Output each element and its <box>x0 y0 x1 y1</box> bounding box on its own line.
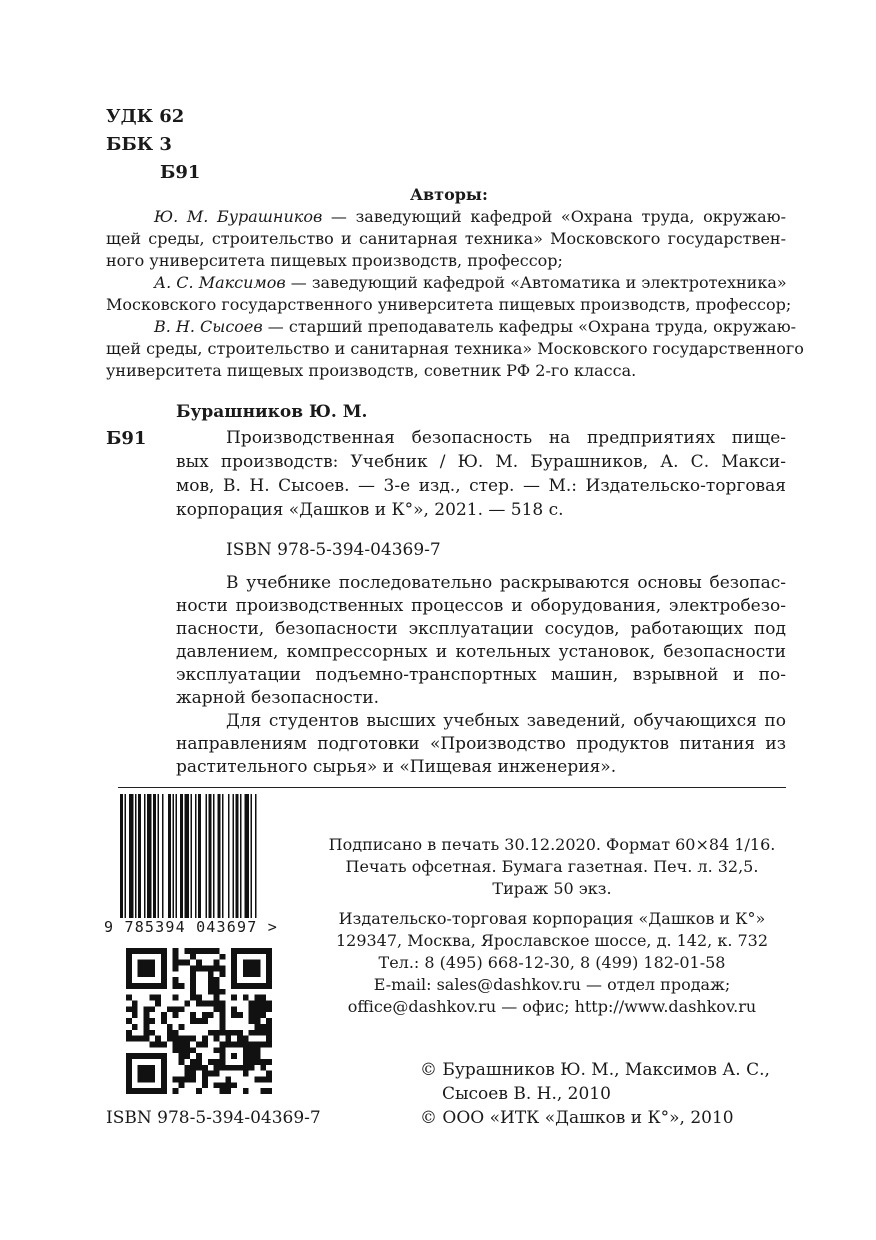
qr-module <box>208 1001 214 1007</box>
qr-module <box>167 1030 173 1036</box>
qr-module <box>249 1030 255 1036</box>
qr-module <box>266 1036 272 1042</box>
qr-module <box>254 995 260 1001</box>
barcode-bar <box>233 794 235 918</box>
annotation <box>176 572 786 779</box>
qr-module <box>214 1071 220 1077</box>
publisher-phone: Тел.: 8 (495) 668-12-30, 8 (499) 182-01-58 <box>378 953 726 972</box>
qr-module <box>254 1012 260 1018</box>
qr-module <box>214 1059 220 1065</box>
qr-module <box>149 1006 155 1012</box>
copyright-block <box>420 1058 790 1130</box>
qr-module <box>266 1059 272 1065</box>
qr-module <box>266 1006 272 1012</box>
qr-module <box>144 1012 150 1018</box>
qr-module <box>132 1006 138 1012</box>
barcode-bar <box>144 794 146 918</box>
qr-module <box>173 966 179 972</box>
publisher-name: Издательско-торговая корпорация «Дашков и К°» <box>338 909 766 928</box>
qr-module <box>202 1018 208 1024</box>
author-1-line-3: ного университета пищевых производств, профессор; <box>106 251 563 270</box>
author-2-line-2: Московского государственного университета пищевых производств, профессор; <box>106 295 792 314</box>
qr-module <box>144 1030 150 1036</box>
qr-finder-inner <box>138 960 156 978</box>
qr-module <box>214 960 220 966</box>
qr-module <box>219 971 225 977</box>
qr-module <box>260 995 266 1001</box>
qr-module <box>144 1006 150 1012</box>
qr-module <box>173 954 179 960</box>
qr-module <box>179 1006 185 1012</box>
barcode-bar <box>135 794 137 918</box>
authors-heading: Авторы: <box>410 185 488 204</box>
qr-module <box>249 1018 255 1024</box>
qr-module <box>219 1012 225 1018</box>
publisher-web: office@dashkov.ru — офис; http://www.dashkov.ru <box>347 997 757 1016</box>
qr-module <box>179 1076 185 1082</box>
qr-module <box>202 1012 208 1018</box>
barcode-bar <box>125 794 127 918</box>
qr-module <box>167 1024 173 1030</box>
qr-module <box>266 1071 272 1077</box>
qr-module <box>126 1036 132 1042</box>
qr-module <box>184 948 190 954</box>
qr-module <box>184 1041 190 1047</box>
qr-module <box>208 1012 214 1018</box>
qr-module <box>266 1076 272 1082</box>
barcode-bar <box>206 794 208 918</box>
qr-module <box>179 1053 185 1059</box>
qr-module <box>254 1047 260 1053</box>
qr-module <box>260 1030 266 1036</box>
qr-module <box>179 1082 185 1088</box>
qr-module <box>254 1030 260 1036</box>
qr-module <box>214 983 220 989</box>
barcode-bar <box>176 794 178 918</box>
qr-module <box>196 966 202 972</box>
qr-module <box>260 1024 266 1030</box>
qr-module <box>219 966 225 972</box>
barcode-bar <box>153 794 156 918</box>
annotation-p2-line-3: растительного сырья» и «Пищевая инженерия». <box>176 757 617 777</box>
qr-module <box>260 1059 266 1065</box>
barcode-bar <box>138 794 141 918</box>
qr-module <box>266 1041 272 1047</box>
qr-module <box>266 1001 272 1007</box>
barcode-bar <box>236 794 239 918</box>
author-3-line-2: щей среды, строительство и санитарная техника» Московского государственного <box>106 339 804 358</box>
barcode-bar <box>129 794 134 918</box>
qr-module <box>161 1041 167 1047</box>
barcode-bar <box>173 794 175 918</box>
qr-module <box>208 971 214 977</box>
barcode-bar <box>251 794 253 918</box>
qr-module <box>260 1001 266 1007</box>
bbk-code: ББК 3 <box>106 134 172 155</box>
qr-module <box>214 977 220 983</box>
qr-module <box>173 1047 179 1053</box>
qr-module <box>202 1041 208 1047</box>
qr-module <box>184 1036 190 1042</box>
qr-module <box>249 1059 255 1065</box>
qr-module <box>196 1088 202 1094</box>
barcode-bar <box>147 794 152 918</box>
qr-module <box>173 1006 179 1012</box>
qr-module <box>190 971 196 977</box>
qr-module <box>190 954 196 960</box>
author-3-line-3: университета пищевых производств, советник РФ 2-го класса. <box>106 361 637 380</box>
qr-module <box>179 1024 185 1030</box>
author-1-name: Ю. М. Бурашников <box>154 207 323 226</box>
qr-module <box>202 948 208 954</box>
qr-module <box>260 1065 266 1071</box>
qr-module <box>202 1082 208 1088</box>
print-info-line-1: Подписано в печать 30.12.2020. Формат 60×84 1/16. <box>328 835 776 854</box>
qr-module <box>249 1012 255 1018</box>
barcode-bar <box>255 794 257 918</box>
print-info <box>318 834 786 900</box>
qr-module <box>237 1012 243 1018</box>
qr-module <box>208 1030 214 1036</box>
barcode-bar <box>185 794 190 918</box>
qr-module <box>179 1047 185 1053</box>
qr-module <box>214 966 220 972</box>
qr-module <box>231 1082 237 1088</box>
qr-module <box>144 1018 150 1024</box>
author-3-name: В. Н. Сысоев <box>154 317 263 336</box>
barcode-bar <box>158 794 160 918</box>
qr-module <box>190 1059 196 1065</box>
qr-module <box>254 1059 260 1065</box>
catalog-line-3: мов, В. Н. Сысоев. — 3-е изд., стер. — М.: Издательско-торговая <box>176 476 786 496</box>
qr-module <box>173 948 179 954</box>
qr-module <box>132 1001 138 1007</box>
qr-module <box>208 983 214 989</box>
qr-module <box>167 1006 173 1012</box>
qr-module <box>190 983 196 989</box>
qr-module <box>202 1071 208 1077</box>
catalog-line-2: вых производств: Учебник / Ю. М. Бурашников, А. С. Макси- <box>176 452 786 472</box>
qr-module <box>208 966 214 972</box>
qr-module <box>173 1088 179 1094</box>
barcode-bar <box>162 794 164 918</box>
annotation-p1-line-4: давлением, компрессорных и котельных установок, безопасности <box>176 642 786 662</box>
qr-module <box>173 1030 179 1036</box>
qr-module <box>237 1030 243 1036</box>
qr-module <box>173 1012 179 1018</box>
qr-module <box>190 1047 196 1053</box>
qr-module <box>254 1006 260 1012</box>
qr-module <box>202 1076 208 1082</box>
qr-module <box>155 1041 161 1047</box>
qr-module <box>190 1018 196 1024</box>
qr-finder-inner <box>243 960 261 978</box>
qr-module <box>126 1006 132 1012</box>
qr-module <box>266 1030 272 1036</box>
qr-module <box>249 1001 255 1007</box>
qr-module <box>202 1065 208 1071</box>
qr-module <box>225 1030 231 1036</box>
qr-module <box>260 1012 266 1018</box>
qr-module <box>190 1012 196 1018</box>
qr-module <box>214 989 220 995</box>
qr-module <box>190 1036 196 1042</box>
qr-module <box>149 1018 155 1024</box>
qr-module <box>214 1047 220 1053</box>
catalog-description <box>176 426 786 522</box>
qr-module <box>219 989 225 995</box>
qr-module <box>132 1024 138 1030</box>
qr-module <box>126 1018 132 1024</box>
qr-module <box>184 960 190 966</box>
qr-module <box>254 1024 260 1030</box>
qr-module <box>184 1076 190 1082</box>
catalog-main-author: Бурашников Ю. М. <box>176 402 368 422</box>
print-info-line-2: Печать офсетная. Бумага газетная. Печ. л. 32,5. <box>345 857 759 876</box>
qr-module <box>254 1041 260 1047</box>
qr-module <box>260 1088 266 1094</box>
qr-module <box>225 1088 231 1094</box>
qr-module <box>179 1041 185 1047</box>
qr-module <box>237 1036 243 1042</box>
qr-module <box>254 1053 260 1059</box>
barcode-bar <box>209 794 212 918</box>
publisher-email: E-mail: sales@dashkov.ru — отдел продаж; <box>373 975 731 994</box>
qr-module <box>149 1030 155 1036</box>
barcode-bar <box>218 794 221 918</box>
qr-module <box>179 960 185 966</box>
qr-module <box>173 995 179 1001</box>
qr-module <box>249 1041 255 1047</box>
annotation-p1-line-3: пасности, безопасности эксплуатации сосудов, работающих под <box>176 619 786 639</box>
qr-module <box>243 995 249 1001</box>
qr-module <box>190 1071 196 1077</box>
qr-finder-inner <box>138 1065 156 1083</box>
barcode-bar <box>240 794 242 918</box>
qr-module <box>219 1024 225 1030</box>
qr-module <box>149 1041 155 1047</box>
catalog-mark: Б91 <box>106 428 147 449</box>
qr-module <box>196 1041 202 1047</box>
qr-module <box>214 1006 220 1012</box>
qr-module <box>190 966 196 972</box>
qr-module <box>132 1036 138 1042</box>
qr-module <box>219 1082 225 1088</box>
qr-module <box>184 1001 190 1007</box>
qr-module <box>202 966 208 972</box>
qr-module <box>214 1065 220 1071</box>
barcode-bar <box>245 794 250 918</box>
copyright-line-3: © ООО «ИТК «Дашков и К°», 2010 <box>420 1108 734 1128</box>
annotation-p1-line-2: ности производственных процессов и оборудования, электробезо- <box>176 596 786 616</box>
qr-align-inner <box>231 1053 237 1059</box>
qr-module <box>190 1065 196 1071</box>
qr-module <box>208 1071 214 1077</box>
qr-module <box>179 1036 185 1042</box>
udk-code: УДК 62 <box>106 106 185 127</box>
qr-module <box>254 1018 260 1024</box>
qr-module <box>155 1036 161 1042</box>
qr-module <box>208 1059 214 1065</box>
barcode-bar <box>213 794 215 918</box>
qr-module <box>173 960 179 966</box>
qr-module <box>254 1076 260 1082</box>
qr-module <box>196 1059 202 1065</box>
qr-module <box>219 954 225 960</box>
qr-module <box>155 995 161 1001</box>
catalog-line-4: корпорация «Дашков и К°», 2021. — 518 с. <box>176 500 564 520</box>
qr-module <box>155 1001 161 1007</box>
qr-module <box>196 1053 202 1059</box>
barcode-bar <box>191 794 193 918</box>
author-1-line-1: Ю. М. Бурашников — заведующий кафедрой «Охрана труда, окружаю- <box>154 207 786 226</box>
qr-module <box>184 1053 190 1059</box>
barcode-digits: 9 785394 043697 > <box>104 918 278 936</box>
qr-module <box>243 1071 249 1077</box>
qr-module <box>167 1036 173 1042</box>
qr-module <box>214 1001 220 1007</box>
barcode-bar <box>222 794 224 918</box>
qr-module <box>144 1024 150 1030</box>
qr-module <box>214 1082 220 1088</box>
qr-module <box>225 1076 231 1082</box>
qr-module <box>144 1036 150 1042</box>
qr-module <box>190 995 196 1001</box>
author-mark: Б91 <box>160 162 201 183</box>
qr-module <box>196 960 202 966</box>
qr-module <box>231 1012 237 1018</box>
qr-module <box>126 995 132 1001</box>
qr-module <box>208 977 214 983</box>
author-1-line-2: щей среды, строительство и санитарная техника» Московского государствен- <box>106 229 786 248</box>
barcode-bar <box>180 794 183 918</box>
qr-module <box>196 1065 202 1071</box>
qr-module <box>219 1088 225 1094</box>
qr-module <box>266 1018 272 1024</box>
qr-module <box>231 995 237 1001</box>
qr-module <box>196 948 202 954</box>
barcode-bar <box>120 794 123 918</box>
qr-module <box>249 1006 255 1012</box>
publisher-address: 129347, Москва, Ярославское шоссе, д. 142, к. 732 <box>335 931 769 950</box>
qr-module <box>249 1065 255 1071</box>
qr-module <box>126 1030 132 1036</box>
catalog-isbn: ISBN 978-5-394-04369-7 <box>226 540 441 560</box>
qr-module <box>149 995 155 1001</box>
copyright-line-2: Сысоев В. Н., 2010 <box>442 1084 611 1104</box>
qr-module <box>196 995 202 1001</box>
qr-module <box>219 1030 225 1036</box>
print-info-line-3: Тираж 50 экз. <box>492 879 612 898</box>
annotation-p1-line-1: В учебнике последовательно раскрываются основы безопас- <box>226 573 786 593</box>
qr-module <box>231 1006 237 1012</box>
qr-module <box>173 1036 179 1042</box>
annotation-p1-line-6: жарной безопасности. <box>176 688 379 708</box>
footer-isbn: ISBN 978-5-394-04369-7 <box>106 1108 321 1128</box>
qr-module <box>161 1018 167 1024</box>
barcode-bar <box>198 794 201 918</box>
barcode-bar <box>195 794 197 918</box>
author-2-line-1: А. С. Максимов — заведующий кафедрой «Автоматика и электротехника» <box>154 273 787 292</box>
qr-module <box>260 1006 266 1012</box>
qr-module <box>190 948 196 954</box>
qr-module <box>173 1076 179 1082</box>
qr-module <box>202 1036 208 1042</box>
qr-module <box>190 977 196 983</box>
qr-module <box>196 1018 202 1024</box>
qr-module <box>214 948 220 954</box>
qr-module <box>266 1024 272 1030</box>
qr-module <box>260 1076 266 1082</box>
qr-module <box>179 983 185 989</box>
qr-module <box>173 983 179 989</box>
qr-module <box>249 1053 255 1059</box>
authors-list <box>106 206 804 382</box>
qr-code <box>126 948 272 1094</box>
qr-module <box>184 1065 190 1071</box>
qr-module <box>243 1036 249 1042</box>
annotation-p2-line-1: Для студентов высших учебных заведений, обучающихся по <box>226 711 786 731</box>
annotation-p2-line-2: направлениям подготовки «Производство продуктов питания из <box>176 734 786 754</box>
qr-module <box>208 948 214 954</box>
qr-module <box>208 989 214 995</box>
qr-module <box>219 1018 225 1024</box>
qr-module <box>231 1030 237 1036</box>
author-3-line-1: В. Н. Сысоев — старший преподаватель кафедры «Охрана труда, окружаю- <box>154 317 797 336</box>
catalog-line-1: Производственная безопасность на предприятиях пище- <box>226 428 786 448</box>
qr-module <box>214 995 220 1001</box>
qr-module <box>225 1036 231 1042</box>
qr-module <box>202 1001 208 1007</box>
qr-module <box>132 1012 138 1018</box>
qr-module <box>219 1001 225 1007</box>
qr-module <box>179 1059 185 1065</box>
qr-module <box>243 1088 249 1094</box>
publisher-info <box>318 908 786 1018</box>
divider-line <box>118 787 786 788</box>
qr-module <box>214 1030 220 1036</box>
qr-module <box>190 1076 196 1082</box>
copyright-line-1: © Бурашников Ю. М., Максимов А. С., <box>420 1060 770 1080</box>
qr-module <box>173 1041 179 1047</box>
qr-module <box>161 1012 167 1018</box>
annotation-p1-line-5: эксплуатации подъемно-транспортных машин, взрывной и по- <box>176 665 786 685</box>
qr-module <box>260 1041 266 1047</box>
qr-module <box>266 1088 272 1094</box>
qr-module <box>190 989 196 995</box>
qr-module <box>173 977 179 983</box>
qr-module <box>254 1001 260 1007</box>
qr-module <box>184 1047 190 1053</box>
qr-module <box>138 1036 144 1042</box>
qr-module <box>184 1071 190 1077</box>
qr-module <box>249 1047 255 1053</box>
barcode <box>118 794 298 918</box>
qr-module <box>219 1006 225 1012</box>
author-2-name: А. С. Максимов <box>154 273 286 292</box>
qr-module <box>214 1036 220 1042</box>
barcode-bar <box>228 794 230 918</box>
qr-module <box>225 1082 231 1088</box>
barcode-bar <box>168 794 171 918</box>
qr-module <box>196 1001 202 1007</box>
